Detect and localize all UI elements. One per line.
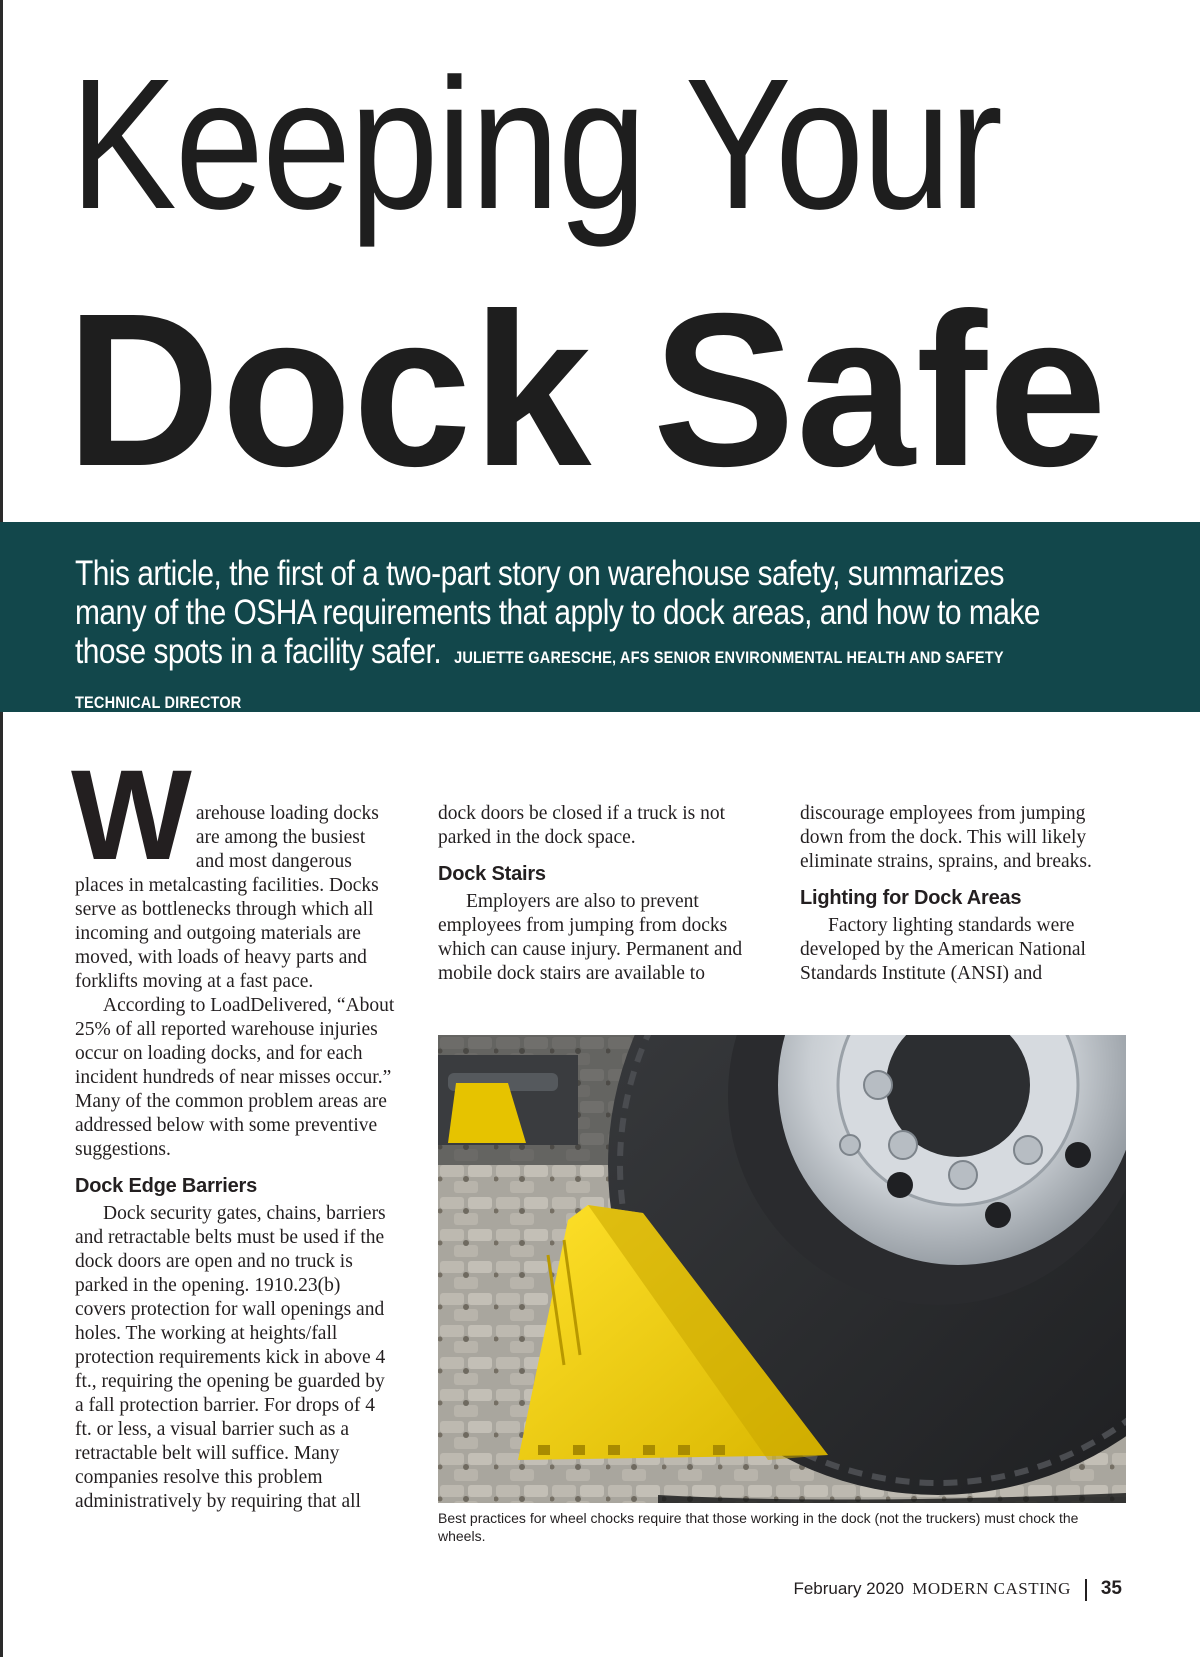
paragraph-dock-stairs: Employers are also to prevent employees from jumping from docks which can cause injury. Permanent and mobile dock stairs are available to xyxy=(438,891,743,984)
column-1 xyxy=(71,744,395,1514)
deck-band xyxy=(0,522,1200,712)
byline: JULIETTE GARESCHE, AFS SENIOR ENVIRONMENTAL HEALTH AND SAFETY TECHNICAL DIRECTOR xyxy=(75,648,1004,712)
page-edge-rule xyxy=(0,0,3,1657)
subhead-dock-edge-barriers: Dock Edge Barriers xyxy=(75,1175,258,1197)
paragraph-dock-edge-continued: dock doors be closed if a truck is not parked in the dock space. xyxy=(438,803,726,848)
paragraph-dock-stairs-continued: discourage employees from jumping down from the dock. This will likely eliminate strains, sprains, and breaks. xyxy=(800,803,1092,872)
paragraph-lighting: Factory lighting standards were developed by the American National Standards Institute (ANSI) and xyxy=(800,915,1086,984)
page-number: 35 xyxy=(1100,1578,1122,1599)
issue-date: February 2020 xyxy=(793,1579,905,1598)
headline-line-2: Dock Safe xyxy=(66,269,1108,512)
wheel-chock-photo xyxy=(438,1035,1126,1503)
paragraph-dock-edge-barriers: Dock security gates, chains, barriers and retractable belts must be used if the dock doors are open and no truck is parked in the opening. 1910.23(b) covers protection for wall openings and holes. The working at heights/fall protection requirements kick in above 4 ft., requiring the opening be guarded by a fall protection barrier. For drops of 4 ft. or less, a visual barrier such as a retractable belt will suffice. Many companies resolve this problem administratively by requiring that all xyxy=(75,1203,386,1512)
page-footer xyxy=(793,1578,1122,1601)
subhead-lighting: Lighting for Dock Areas xyxy=(800,887,1022,909)
subhead-dock-stairs: Dock Stairs xyxy=(438,863,546,885)
drop-cap: W xyxy=(71,744,188,887)
deck xyxy=(75,554,1058,722)
magazine-name: MODERN CASTING xyxy=(912,1579,1071,1598)
deck-text: This article, the first of a two-part story on warehouse safety, summarizes many of the OSHA requirements that apply to dock areas, and how to make those spots in a facility safer. xyxy=(75,554,1040,671)
headline-line-1: Keeping Your xyxy=(70,41,1002,248)
paragraph-loaddelivered: According to LoadDelivered, “About 25% of all reported warehouse injuries occur on loading docks, and for each incident hundreds of near misses occur.” Many of the common problem areas are addressed below with some preventive suggestions. xyxy=(75,995,395,1160)
column-3 xyxy=(800,802,1120,986)
column-2 xyxy=(438,802,758,986)
figure-caption: Best practices for wheel chocks require that those working in the dock (not the truckers) must chock the wheels. xyxy=(438,1510,1079,1544)
footer-divider xyxy=(1085,1579,1087,1601)
intro-paragraph: arehouse loading docks are among the busiest and most dangerous places in metalcasting facilities. Docks serve as bottlenecks through which all incoming and outgoing materials are moved, with loads of heavy parts and forklifts moving at a fast pace. xyxy=(75,803,379,992)
